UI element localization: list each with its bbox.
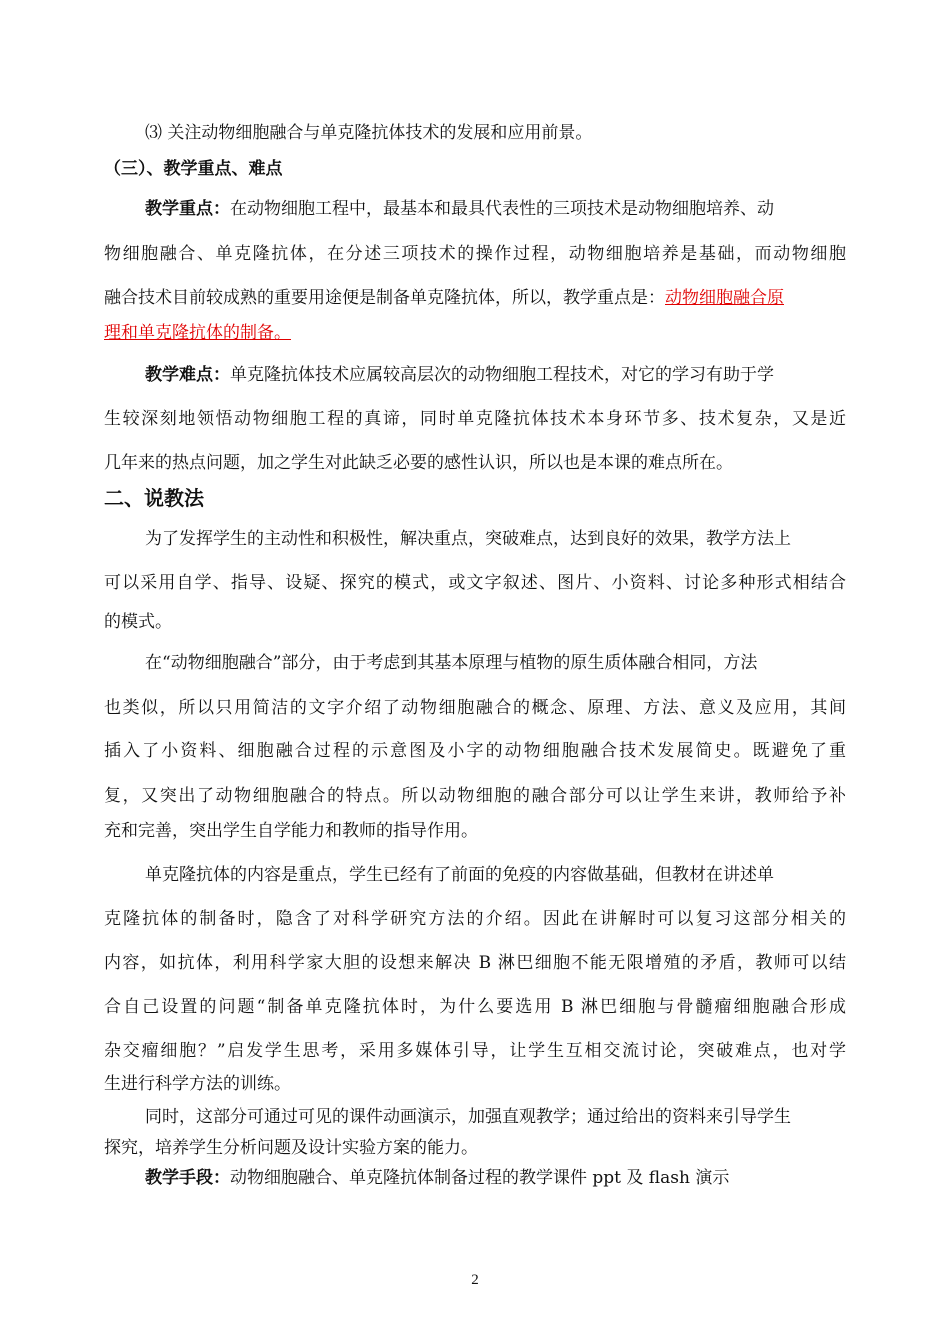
- method-para4-line1: 同时，这部分可通过可见的课件动画演示，加强直观教学；通过给出的资料来引导学生: [145, 1107, 791, 1127]
- method-para3-line4: 合自己设置的问题“制备单克隆抗体时，为什么要选用 B 淋巴细胞与骨髓瘤细胞融合形成: [104, 997, 846, 1017]
- difficulty-label: 教学难点：: [145, 365, 230, 385]
- method-para3-line6: 生进行科学方法的训练。: [104, 1074, 291, 1094]
- teaching-means: [145, 1167, 729, 1189]
- method-para3-line1: 单克隆抗体的内容是重点，学生已经有了前面的免疫的内容做基础，但教材在讲述单: [145, 865, 774, 885]
- method-para2-line2: 也类似，所以只用简洁的文字介绍了动物细胞融合的概念、原理、方法、意义及应用，其间: [104, 698, 846, 718]
- key-point-text-1: 在动物细胞工程中，最基本和最具代表性的三项技术是动物细胞培养、动: [230, 199, 774, 219]
- method-para1-line3: 的模式。: [104, 612, 172, 632]
- method-para3-line5: 杂交瘤细胞？”启发学生思考，采用多媒体引导，让学生互相交流讨论，突破难点，也对学: [104, 1041, 846, 1061]
- method-para2-line3: 插入了小资料、细胞融合过程的示意图及小字的动物细胞融合技术发展简史。既避免了重: [104, 741, 846, 761]
- section-heading-2: 二、说教法: [104, 486, 204, 510]
- method-para3-line3: 内容，如抗体，利用科学家大胆的设想来解决 B 淋巴细胞不能无限增殖的矛盾，教师可以结: [104, 953, 846, 973]
- objective-3: ⑶ 关注动物细胞融合与单克隆抗体技术的发展和应用前景。: [145, 123, 593, 143]
- method-para4-line2: 探究，培养学生分析问题及设计实验方案的能力。: [104, 1138, 478, 1158]
- section-heading-3: （三）、教学重点、难点: [104, 159, 283, 179]
- key-point-line-2: 物细胞融合、单克隆抗体，在分述三项技术的操作过程，动物细胞培养是基础，而动物细胞: [104, 244, 846, 264]
- difficulty-line-1: [145, 364, 774, 386]
- method-para1-line2: 可以采用自学、指导、设疑、探究的模式，或文字叙述、图片、小资料、讨论多种形式相结合: [104, 573, 846, 593]
- method-para2-line1: 在“动物细胞融合”部分，由于考虑到其基本原理与植物的原生质体融合相同，方法: [145, 653, 758, 673]
- page-number: 2: [471, 1272, 479, 1288]
- difficulty-line-3: 几年来的热点问题，加之学生对此缺乏必要的感性认识，所以也是本课的难点所在。: [104, 453, 733, 473]
- method-para3-line2: 克隆抗体的制备时，隐含了对科学研究方法的介绍。因此在讲解时可以复习这部分相关的: [104, 909, 846, 929]
- key-point-line-1: [145, 198, 774, 220]
- key-point-label: 教学重点：: [145, 199, 230, 219]
- teaching-means-text: 动物细胞融合、单克隆抗体制备过程的教学课件 ppt 及 flash 演示: [230, 1168, 730, 1188]
- key-point-text-3: 融合技术目前较成熟的重要用途便是制备单克隆抗体，所以，教学重点是：: [104, 288, 665, 308]
- method-para1-line1: 为了发挥学生的主动性和积极性，解决重点，突破难点，达到良好的效果，教学方法上: [145, 529, 791, 549]
- key-point-highlight-1: 动物细胞融合原: [665, 288, 784, 308]
- method-para2-line4: 复，又突出了动物细胞融合的特点。所以动物细胞的融合部分可以让学生来讲，教师给予补: [104, 786, 846, 806]
- difficulty-line-2: 生较深刻地领悟动物细胞工程的真谛，同时单克隆抗体技术本身环节多、技术复杂，又是近: [104, 409, 846, 429]
- method-para2-line5: 充和完善，突出学生自学能力和教师的指导作用。: [104, 821, 478, 841]
- difficulty-text-1: 单克隆抗体技术应属较高层次的动物细胞工程技术，对它的学习有助于学: [230, 365, 774, 385]
- key-point-highlight-2: 理和单克隆抗体的制备。: [104, 323, 291, 343]
- key-point-line-3: [104, 287, 784, 309]
- teaching-means-label: 教学手段：: [145, 1168, 230, 1188]
